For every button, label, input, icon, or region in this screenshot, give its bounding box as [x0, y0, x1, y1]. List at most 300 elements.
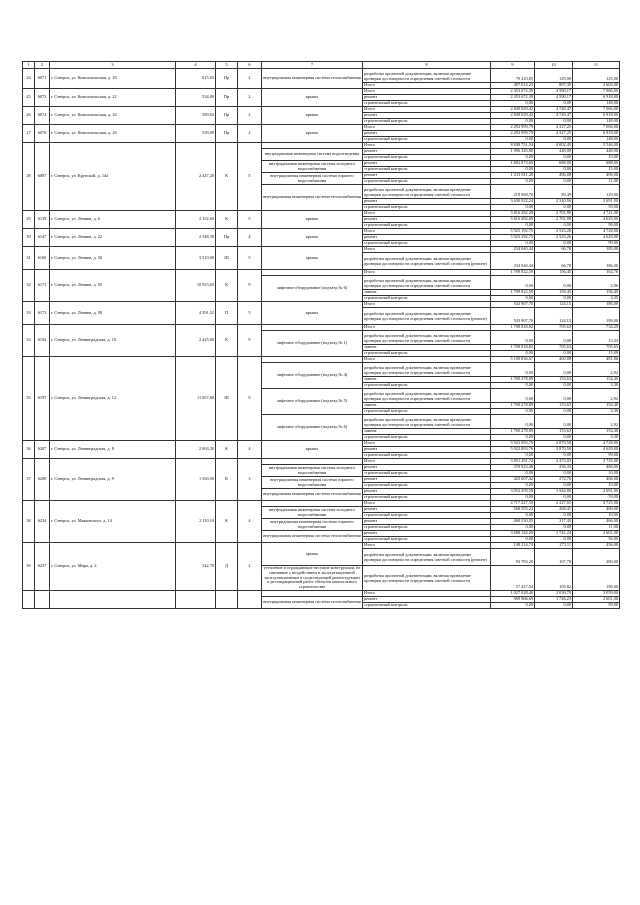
- limit-cost: 2,92: [573, 389, 620, 403]
- house-area: 539,00: [176, 125, 216, 143]
- house-code: 6087: [35, 143, 50, 211]
- work-cost: 79 410,85: [491, 69, 535, 83]
- work-type: ремонт: [363, 199, 491, 205]
- wall-material: П: [216, 302, 238, 325]
- work-cost: 3 851 291,74: [491, 459, 535, 465]
- limit-cost: 280,00: [573, 549, 620, 566]
- system-name: крыша: [262, 302, 363, 325]
- limit-cost: 15,09: [573, 351, 620, 357]
- system-name: крыша: [262, 89, 363, 107]
- row-number: 27: [23, 125, 35, 143]
- work-type: строительный контроль: [363, 495, 491, 501]
- work-cost: 1 709 822,59: [491, 290, 535, 296]
- cost-per-m2: 272,76: [535, 477, 573, 483]
- limit-cost: 4 629,00: [573, 447, 620, 453]
- system-name: внутридомовая инженерная система холодного водоснабжения: [262, 507, 363, 519]
- limit-cost: 10,00: [573, 471, 620, 477]
- column-number-4: 4: [176, 62, 216, 69]
- work-cost: 543 907,70: [491, 302, 535, 308]
- house-area: 3 510,00: [176, 247, 216, 270]
- work-type: строительный контроль: [363, 155, 491, 161]
- limit-cost: 154,40: [573, 429, 620, 435]
- house-code: 6237: [35, 543, 50, 591]
- work-cost: 5 816 282,09: [491, 217, 535, 223]
- work-type: разработка проектной документации, включая проведение проверки достоверности определения сметной стоимости: [363, 566, 491, 591]
- work-type: строительный контроль: [363, 296, 491, 302]
- cost-per-m2: 0,00: [535, 389, 573, 403]
- house-address: г. Северск, ул. Комсомольская, д. 24: [50, 107, 176, 125]
- work-type: ремонт: [363, 131, 491, 137]
- cost-per-m2: 2 473,03: [535, 459, 573, 465]
- house-address: г. Северск, ул. Ленина, д. 92: [50, 270, 176, 302]
- limit-cost: 189,00: [573, 308, 620, 325]
- work-type: ремонт: [363, 465, 491, 471]
- system-name: крыша: [262, 543, 363, 566]
- work-type: Итого: [363, 125, 491, 131]
- work-cost: 0,00: [491, 223, 535, 229]
- table-row: [23, 89, 620, 95]
- house-code: 6197: [35, 357, 50, 441]
- work-cost: 0,00: [491, 351, 535, 357]
- work-type: строительный контроль: [363, 383, 491, 389]
- floor-count: 3: [238, 459, 262, 501]
- work-type: замена: [363, 345, 491, 351]
- house-area: [176, 591, 216, 609]
- cost-per-m2: 4 749,47: [535, 113, 573, 119]
- limit-cost: 496,00: [573, 173, 620, 179]
- work-type: строительный контроль: [363, 241, 491, 247]
- cost-per-m2: 0,00: [535, 331, 573, 345]
- limit-cost: 7 066,00: [573, 107, 620, 113]
- work-cost: 2 453 672,39: [491, 95, 535, 101]
- work-type: Итого: [363, 89, 491, 95]
- row-number: 38: [23, 501, 35, 543]
- cost-per-m2: 0,00: [535, 415, 573, 429]
- system-name: крыша: [262, 125, 363, 143]
- row-number: 35: [23, 357, 35, 441]
- row-number: 33: [23, 302, 35, 325]
- limit-cost: 185,00: [573, 247, 620, 253]
- table-row: [23, 302, 620, 308]
- limit-cost: 11,00: [573, 525, 620, 531]
- work-type: Итого: [363, 302, 491, 308]
- wall-material: К: [216, 211, 238, 229]
- limit-cost: 3 059,00: [573, 591, 620, 597]
- row-number: 34: [23, 325, 35, 357]
- work-cost: 1 096 345,80: [491, 149, 535, 155]
- work-type: разработка проектной документации, включая проведение проверки достоверности определения сметной стоимости: [363, 69, 491, 83]
- house-area: 1 560,50: [176, 459, 216, 501]
- work-cost: 5 816 282,09: [491, 211, 535, 217]
- system-name: крыша: [262, 211, 363, 229]
- wall-material: К: [216, 143, 238, 211]
- work-type: замена: [363, 429, 491, 435]
- limit-cost: 688,00: [573, 161, 620, 167]
- work-type: строительный контроль: [363, 119, 491, 125]
- repair-register-table: [22, 61, 620, 609]
- house-area: 2 425,00: [176, 325, 216, 357]
- cost-per-m2: 129,00: [535, 69, 573, 83]
- work-cost: 0,00: [491, 495, 535, 501]
- column-number-3: 3: [50, 62, 176, 69]
- cost-per-m2: 0,00: [535, 205, 573, 211]
- system-name: внутридомовая инженерная система горячего водоснабжения: [262, 477, 363, 489]
- cost-per-m2: 89,49: [535, 185, 573, 199]
- work-type: разработка проектной документации, включая проведение проверки достоверности определения сметной стоимости: [363, 185, 491, 199]
- cost-per-m2: 4 749,47: [535, 107, 573, 113]
- limit-cost: 186,00: [573, 253, 620, 270]
- work-type: замена: [363, 403, 491, 409]
- work-cost: 2 849 029,42: [491, 107, 535, 113]
- work-cost: 3 630 922,24: [491, 199, 535, 205]
- limit-cost: 11,00: [573, 179, 620, 185]
- cost-per-m2: 0,00: [535, 363, 573, 377]
- row-number: 37: [23, 459, 35, 501]
- cost-per-m2: 2 701,98: [535, 211, 573, 217]
- system-name: крыша: [262, 441, 363, 459]
- limit-cost: 3 725,00: [573, 501, 620, 507]
- work-cost: 0,00: [491, 363, 535, 377]
- limit-cost: 3,35: [573, 296, 620, 302]
- work-type: Итого: [363, 211, 491, 217]
- work-type: строительный контроль: [363, 483, 491, 489]
- limit-cost: 6 918,00: [573, 131, 620, 137]
- cost-per-m2: 2 227,01: [535, 501, 573, 507]
- limit-cost: 705,63: [573, 345, 620, 351]
- system-name: утепление и ограждающие несущие конструкции, не связанные с воздействием в эксплуатационной эксплуатационным в существующей реконструкции и реставрационной работ объектов капитального строительства: [262, 566, 363, 591]
- cost-per-m2: 0,00: [535, 513, 573, 519]
- work-cost: 0,00: [491, 471, 535, 477]
- limit-cost: 6 918,00: [573, 113, 620, 119]
- cost-per-m2: 705,63: [535, 325, 573, 331]
- work-type: строительный контроль: [363, 179, 491, 185]
- cost-per-m2: 2 523,26: [535, 235, 573, 241]
- work-type: ремонт: [363, 507, 491, 513]
- limit-cost: 148,00: [573, 101, 620, 107]
- work-cost: 148 214,74: [491, 543, 535, 549]
- column-number-9: 9: [491, 62, 535, 69]
- work-cost: 3 688 144,00: [491, 531, 535, 537]
- limit-cost: 99,00: [573, 453, 620, 459]
- floor-count: 5: [238, 143, 262, 211]
- work-type: разработка проектной документации, включая проведение проверки достоверности определения сметной стоимости (ремонт): [363, 253, 491, 270]
- cost-per-m2: 807,30: [535, 83, 573, 89]
- table-row: [23, 107, 620, 113]
- work-type: разработка проектной документации, включая проведение проверки достоверности определения сметной стоимости (ремонт): [363, 549, 491, 566]
- limit-cost: 2 603,00: [573, 83, 620, 89]
- cost-per-m2: 2 870,50: [535, 447, 573, 453]
- wall-material: К: [216, 459, 238, 501]
- house-address: г. Северск, ул. Комсомольская, д. 26: [50, 125, 176, 143]
- limit-cost: 448,00: [573, 149, 620, 155]
- row-number: 24: [23, 69, 35, 89]
- system-name: внутридомовая инженерная система теплоснабжения: [262, 489, 363, 501]
- work-type: Итого: [363, 543, 491, 549]
- work-cost: 5 925 192,75: [491, 235, 535, 241]
- cost-per-m2: 0,00: [535, 537, 573, 543]
- work-type: строительный контроль: [363, 603, 491, 609]
- house-address: г. Северск, ул. Ленина, д. 98: [50, 302, 176, 325]
- cost-per-m2: 153,63: [535, 377, 573, 383]
- house-area: 534,00: [176, 89, 216, 107]
- wall-material: Ш: [216, 247, 238, 270]
- table-row: [23, 211, 620, 217]
- system-name: лифтовое оборудование (подъезд № 1): [262, 331, 363, 357]
- work-type: разработка проектной документации, включая проведение проверки достоверности определения сметной стоимости: [363, 415, 491, 429]
- cost-per-m2: 167,79: [535, 549, 573, 566]
- work-cost: 1 700 278,89: [491, 403, 535, 409]
- limit-cost: 466,00: [573, 477, 620, 483]
- limit-cost: 469,00: [573, 507, 620, 513]
- limit-cost: 4 728,00: [573, 229, 620, 235]
- house-code: 6173: [35, 302, 50, 325]
- house-area: 4 391,52: [176, 302, 216, 325]
- table-row: [23, 125, 620, 131]
- system-name: лифтовое оборудование (подъезд № 5): [262, 389, 363, 415]
- work-cost: 1 700 278,89: [491, 429, 535, 435]
- floor-count: 9: [238, 357, 262, 441]
- system-name: внутридомовая инженерная система горячего водоснабжения: [262, 173, 363, 185]
- work-cost: 4 717 227,59: [491, 501, 535, 507]
- limit-cost: 196,00: [573, 566, 620, 591]
- cost-per-m2: 4 327,25: [535, 125, 573, 131]
- work-cost: 1 709 822,59: [491, 270, 535, 276]
- house-area: 2 063,30: [176, 441, 216, 459]
- limit-cost: 13,33: [573, 331, 620, 345]
- cost-per-m2: 268,41: [535, 507, 573, 513]
- house-code: 6234: [35, 501, 50, 543]
- house-area: 542,70: [176, 543, 216, 591]
- work-cost: 0,00: [491, 483, 535, 489]
- floor-count: 5: [238, 211, 262, 229]
- system-name: крыша: [262, 229, 363, 247]
- cost-per-m2: 0,00: [535, 453, 573, 459]
- floor-count: 5: [238, 247, 262, 270]
- row-number: 28: [23, 143, 35, 211]
- cost-per-m2: 156,45: [535, 290, 573, 296]
- limit-cost: 2 691,00: [573, 199, 620, 205]
- table-row: [23, 441, 620, 447]
- house-address: [50, 591, 176, 609]
- work-type: Итого: [363, 83, 491, 89]
- house-code: 6072: [35, 89, 50, 107]
- work-cost: 5 922 093,76: [491, 447, 535, 453]
- cost-per-m2: 0,00: [535, 155, 573, 161]
- row-number: 31: [23, 247, 35, 270]
- table-row: [23, 69, 620, 83]
- limit-cost: 59,00: [573, 603, 620, 609]
- work-type: строительный контроль: [363, 537, 491, 543]
- limit-cost: 148,00: [573, 119, 620, 125]
- work-cost: 218 968,70: [491, 185, 535, 199]
- limit-cost: 162,76: [573, 270, 620, 276]
- limit-cost: 154,40: [573, 403, 620, 409]
- cost-per-m2: 2 030,79: [535, 591, 573, 597]
- house-code: 6160: [35, 247, 50, 270]
- work-cost: 234 940,44: [491, 253, 535, 270]
- limit-cost: 3 735,00: [573, 459, 620, 465]
- work-type: разработка проектной документации, включая проведение проверки достоверности определения сметной стоимости: [363, 331, 491, 345]
- work-cost: 0,00: [491, 537, 535, 543]
- work-cost: 1 700 278,89: [491, 377, 535, 383]
- limit-cost: 59,00: [573, 205, 620, 211]
- work-cost: 0,00: [491, 119, 535, 125]
- house-address: г. Северск, ул. Комсомольская, д. 22: [50, 89, 176, 107]
- cost-per-m2: 156,45: [535, 270, 573, 276]
- limit-cost: 3,30: [573, 435, 620, 441]
- limit-cost: 2,96: [573, 276, 620, 290]
- cost-per-m2: 0,00: [535, 223, 573, 229]
- cost-per-m2: 0,00: [535, 603, 573, 609]
- column-number-6: 6: [238, 62, 262, 69]
- work-type: разработка проектной документации, включая проведение проверки достоверности определения сметной стоимости: [363, 276, 491, 290]
- work-cost: 1 682 873,60: [491, 161, 535, 167]
- limit-cost: 99,00: [573, 241, 620, 247]
- house-code: 6074: [35, 107, 50, 125]
- system-name: внутридомовая инженерная система теплоснабжения: [262, 597, 363, 609]
- limit-cost: 15,00: [573, 167, 620, 173]
- work-type: Итого: [363, 459, 491, 465]
- work-cost: 425 007,42: [491, 477, 535, 483]
- table-row: [23, 543, 620, 549]
- work-cost: 0,00: [491, 167, 535, 173]
- wall-material: Пр: [216, 69, 238, 89]
- house-address: г. Северск, ул. Крупской, д. 14а: [50, 143, 176, 211]
- system-name: внутридомовая инженерная система теплоснабжения: [262, 531, 363, 543]
- work-type: строительный контроль: [363, 205, 491, 211]
- work-cost: 0,00: [491, 276, 535, 290]
- system-name: внутридомовая инженерная система теплоснабжения: [262, 69, 363, 89]
- limit-cost: 5 546,00: [573, 143, 620, 149]
- floor-count: 4: [238, 441, 262, 459]
- cost-per-m2: 105,82: [535, 566, 573, 591]
- cost-per-m2: 2 701,98: [535, 217, 573, 223]
- work-cost: 2 292 999,79: [491, 125, 535, 131]
- cost-per-m2: 0,00: [535, 409, 573, 415]
- work-type: строительный контроль: [363, 351, 491, 357]
- limit-cost: 466,00: [573, 519, 620, 525]
- house-code: 6076: [35, 125, 50, 143]
- system-name: внутридомовая инженерная система горячего водоснабжения: [262, 519, 363, 531]
- floor-count: [238, 591, 262, 609]
- cost-per-m2: 0,00: [535, 383, 573, 389]
- floor-count: 2: [238, 543, 262, 591]
- cost-per-m2: 2 523,26: [535, 229, 573, 235]
- limit-cost: 481,86: [573, 357, 620, 363]
- limit-cost: 2,92: [573, 363, 620, 377]
- house-address: г. Северск, ул. Ленина, д. 6: [50, 211, 176, 229]
- limit-cost: 2,92: [573, 415, 620, 429]
- cost-per-m2: 153,63: [535, 403, 573, 409]
- work-type: строительный контроль: [363, 471, 491, 477]
- column-number-7: 7: [262, 62, 363, 69]
- wall-material: К: [216, 501, 238, 543]
- system-name: внутридомовая инженерная система холодного водоснабжения: [262, 465, 363, 477]
- work-type: разработка проектной документации, включая проведение проверки достоверности определения сметной стоимости: [363, 363, 491, 377]
- work-cost: 568 555,24: [491, 507, 535, 513]
- work-type: строительный контроль: [363, 435, 491, 441]
- house-address: г. Северск, ул. Маяковского, д. 14: [50, 501, 176, 543]
- limit-cost: 4 721,00: [573, 211, 620, 217]
- work-cost: 2 453 672,39: [491, 89, 535, 95]
- row-number: 29: [23, 211, 35, 229]
- work-cost: 0,00: [491, 415, 535, 429]
- system-name: внутридомовая инженерная система водоотведения: [262, 149, 363, 161]
- limit-cost: 99,00: [573, 223, 620, 229]
- limit-cost: 56,00: [573, 537, 620, 543]
- floor-count: 4: [238, 501, 262, 543]
- limit-cost: 148,00: [573, 137, 620, 143]
- house-area: 2 348,30: [176, 229, 216, 247]
- house-code: 6139: [35, 211, 50, 229]
- house-address: г. Северск, ул. Мира, д. 2: [50, 543, 176, 591]
- house-code: [35, 591, 50, 609]
- work-type: Итого: [363, 229, 491, 235]
- work-cost: 5 925 192,75: [491, 229, 535, 235]
- work-cost: 0,00: [491, 331, 535, 345]
- cost-per-m2: 236,33: [535, 465, 573, 471]
- cost-per-m2: 448,00: [535, 149, 573, 155]
- limit-cost: 3,30: [573, 409, 620, 415]
- limit-cost: 129,00: [573, 185, 620, 199]
- system-name: внутридомовая инженерная система теплоснабжения: [262, 185, 363, 211]
- work-cost: 57 427,04: [491, 566, 535, 591]
- house-code: 6207: [35, 441, 50, 459]
- work-cost: 0,00: [491, 389, 535, 403]
- house-area: 2 110,10: [176, 501, 216, 543]
- work-cost: 543 907,70: [491, 308, 535, 325]
- cost-per-m2: 273,11: [535, 543, 573, 549]
- limit-cost: 156,45: [573, 290, 620, 296]
- work-cost: 370 923,48: [491, 465, 535, 471]
- wall-material: [216, 591, 238, 609]
- limit-cost: 10,00: [573, 513, 620, 519]
- cost-per-m2: 4 590,17: [535, 89, 573, 95]
- cost-per-m2: 0,00: [535, 167, 573, 173]
- cost-per-m2: 0,00: [535, 435, 573, 441]
- cost-per-m2: 4 590,17: [535, 95, 573, 101]
- limit-cost: 7 066,00: [573, 125, 620, 131]
- house-area: 10 923,63: [176, 270, 216, 302]
- work-type: строительный контроль: [363, 453, 491, 459]
- work-type: строительный контроль: [363, 101, 491, 107]
- cost-per-m2: 460,88: [535, 357, 573, 363]
- work-cost: 5 100 836,67: [491, 357, 535, 363]
- floor-count: 2: [238, 89, 262, 107]
- cost-per-m2: 66,78: [535, 253, 573, 270]
- cost-per-m2: 0,00: [535, 351, 573, 357]
- column-number-1: 1: [23, 62, 35, 69]
- row-number: 36: [23, 441, 35, 459]
- work-type: ремонт: [363, 113, 491, 119]
- work-cost: 234 940,44: [491, 247, 535, 253]
- cost-per-m2: 66,78: [535, 247, 573, 253]
- work-cost: 1 708 818,82: [491, 325, 535, 331]
- table-row: [23, 229, 620, 235]
- limit-cost: 10,00: [573, 155, 620, 161]
- work-type: ремонт: [363, 161, 491, 167]
- house-code: 6192: [35, 325, 50, 357]
- work-type: замена: [363, 290, 491, 296]
- work-cost: 0,00: [491, 513, 535, 519]
- floor-count: 2: [238, 125, 262, 143]
- cost-per-m2: 0,00: [535, 296, 573, 302]
- limit-cost: 2 691,00: [573, 489, 620, 495]
- cost-per-m2: 0,00: [535, 525, 573, 531]
- cost-per-m2: 2 870,50: [535, 441, 573, 447]
- house-address: г. Северск, ул. Ленинградская, д. 9: [50, 459, 176, 501]
- work-type: ремонт: [363, 477, 491, 483]
